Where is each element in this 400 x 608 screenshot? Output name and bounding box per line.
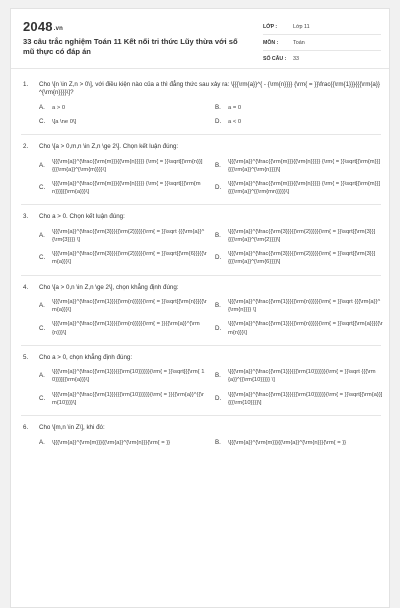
answer-option[interactable] — [39, 298, 211, 314]
option-letter: B. — [215, 438, 221, 446]
divider — [21, 134, 381, 135]
question-1 — [11, 81, 390, 126]
answer-option[interactable] — [39, 158, 211, 174]
option-letter: C. — [39, 254, 46, 262]
question-stem — [11, 284, 390, 292]
option-letter: C. — [39, 324, 46, 332]
option-letter: A. — [39, 231, 45, 239]
option-text: \[{{\rm{a}}^{\frac{{\rm{1}}}{{{\rm{10}}}}}}{\rm{ = }}\sqrt[{\rm{a}}]{{{\rm{10}}}}\] — [228, 391, 383, 406]
answer-option[interactable] — [215, 320, 387, 336]
answer-option[interactable] — [215, 368, 387, 384]
site-logo[interactable] — [23, 19, 63, 34]
divider — [21, 415, 381, 416]
question-number: 6. — [23, 424, 29, 432]
question-text: Cho \[a > 0,n \in Z,n \ge 2\], chọn khẳng định đúng: — [39, 283, 179, 291]
meta-label: LỚP : — [263, 23, 278, 30]
question-text: Cho a > 0. Chọn kết luận đúng: — [39, 213, 125, 221]
option-letter: D. — [215, 324, 222, 332]
option-letter: D. — [215, 394, 222, 402]
option-text: \[{{\rm{a}}^{\frac{{\rm{m}}}{{\rm{n}}}}} {\rm{ = }}\sqrt[{{\rm{mn}}}]{{\rm{a}}}\] — [52, 181, 201, 196]
answer-option[interactable] — [39, 118, 211, 126]
document-page — [10, 8, 390, 608]
question-stem — [11, 81, 390, 98]
answer-option[interactable] — [39, 439, 211, 447]
option-letter: B. — [215, 231, 221, 239]
option-text: \[{{\rm{a}}^{\frac{{\rm{3}}}{{\rm{2}}}}}{\rm{ = }}\sqrt[{\rm{6}}]{{\rm{a}}}\] — [52, 251, 207, 266]
option-letter: A. — [39, 161, 45, 169]
option-text: \[{{\rm{a}}^{\frac{{\rm{3}}}{{\rm{2}}}}}{\rm{ = }}\sqrt[{\rm{3}}]{{{\rm{a}}^{\rm{6}}}}\] — [228, 251, 376, 266]
question-stem — [11, 424, 390, 432]
option-text: \[{{\rm{a}}^{\frac{{\rm{1}}}{{{\rm{10}}}}}}{\rm{ = }}\sqrt {{{\rm{a}}^{{\rm{10}}}}} \] — [228, 369, 376, 384]
question-stem — [11, 213, 390, 221]
question-stem — [11, 354, 390, 362]
question-6 — [11, 424, 390, 447]
option-letter: B. — [215, 103, 221, 111]
answer-option[interactable] — [215, 228, 387, 244]
answer-options — [11, 228, 390, 267]
option-letter: B. — [215, 372, 221, 380]
document-title: 33 câu trắc nghiệm Toán 11 Kết nối tri thức Lũy thừa với số mũ thực có đáp án — [23, 37, 238, 56]
logo-text: 2048 — [23, 19, 53, 34]
option-letter: A. — [39, 438, 45, 446]
answer-options — [11, 158, 390, 197]
answer-option[interactable] — [215, 104, 387, 112]
meta-row-subject — [263, 35, 381, 51]
answer-option[interactable] — [39, 320, 211, 336]
option-letter: A. — [39, 103, 45, 111]
answer-option[interactable] — [215, 439, 387, 447]
question-text: Cho \[m,n \in Z\], khi đó: — [39, 424, 105, 432]
option-text: a = 0 — [228, 104, 242, 111]
meta-value: 33 — [293, 56, 299, 62]
answer-option[interactable] — [215, 250, 387, 266]
option-text: \[{{\rm{a}}^{\frac{{\rm{3}}}{{\rm{2}}}}}{\rm{ = }}\sqrt {{{\rm{a}}^{\rm{3}}}} \] — [52, 228, 205, 244]
divider — [21, 275, 381, 276]
option-text: \[{{\rm{a}}^{\frac{{\rm{1}}}{{\rm{n}}}}}{\rm{ = }}\sqrt[{\rm{a}}]{{\rm{n}}}\] — [228, 321, 383, 336]
question-list — [11, 81, 390, 455]
question-text: Cho \[n \in Z,n > 0\], với điều kiện nào của a thì đẳng thức sau xảy ra: \[{{\rm{a}}^{ - {\rm{n}}}} {\rm{ = }}\frac{{\rm{1}}}{{{\rm{a}}^{\rm{n}}}}\]? — [39, 81, 380, 97]
document-header — [11, 9, 389, 69]
meta-row-class — [263, 19, 381, 35]
meta-value: Lớp 11 — [293, 23, 310, 30]
option-text: \[{{\rm{a}}^{\frac{{\rm{m}}}{{\rm{n}}}}} {\rm{ = }}\sqrt[{\rm{m}}] {{{\rm{a}}^{\rm{n}}}}\] — [228, 158, 381, 173]
option-text: \[{{\rm{a}}^{\frac{{\rm{1}}}{{\rm{n}}}}}{\rm{ = }}\sqrt[{\rm{n}}]{{\rm{a}}}\] — [52, 299, 207, 314]
option-text: \[{{\rm{a}}^{\frac{{\rm{m}}}{{\rm{n}}}}} {\rm{ = }}\sqrt[{\rm{m}}] {{{\rm{a}}^{{\rm{mn}}}}}\] — [228, 181, 381, 196]
option-text: \[{{\rm{a}}^{\frac{{\rm{1}}}{{\rm{n}}}}}{\rm{ = }}\sqrt {{{\rm{a}}^{\rm{n}}}} \] — [228, 299, 381, 314]
option-text: \[{{\rm{a}}^{\frac{{\rm{3}}}{{\rm{2}}}}}{\rm{ = }}\sqrt[{\rm{3}}]{{{\rm{a}}^{\rm{2}}}}\] — [228, 228, 376, 244]
answer-option[interactable] — [215, 180, 387, 196]
answer-options — [11, 439, 390, 447]
meta-value: Toán — [293, 39, 305, 46]
option-letter: A. — [39, 302, 45, 310]
option-text: \[{{\rm{a}}^{\frac{{\rm{1}}}{{{\rm{10}}}}}}{\rm{ = }}\sqrt[{{\rm{ 10}}}]{{\rm{a}}}\] — [52, 369, 205, 384]
answer-options — [11, 298, 390, 337]
option-text: \[{{\rm{a}}^{\rm{m}}}{{\rm{a}}^{\rm{n}}}{\rm{ = }} — [228, 439, 347, 446]
answer-option[interactable] — [39, 250, 211, 266]
question-number: 1. — [23, 81, 29, 88]
option-text: \[{{\rm{a}}^{\rm{m}}}{{\rm{a}}^{\rm{n}}}{\rm{ = }} — [52, 439, 171, 446]
option-text: \[a \ne 0\] — [52, 119, 77, 126]
option-letter: C. — [39, 184, 46, 192]
answer-option[interactable] — [39, 180, 211, 196]
document-meta — [263, 19, 381, 67]
answer-option[interactable] — [39, 391, 211, 407]
answer-option[interactable] — [215, 391, 387, 407]
divider — [21, 345, 381, 346]
meta-label: MÔN : — [263, 39, 279, 46]
option-text: \[{{\rm{a}}^{\frac{{\rm{1}}}{{\rm{n}}}}}{\rm{ = }}{{\rm{a}}^{\rm{n}}}\] — [52, 321, 200, 336]
question-5 — [11, 354, 390, 407]
option-letter: D. — [215, 254, 222, 262]
answer-option[interactable] — [215, 298, 387, 314]
option-text: \[{{\rm{a}}^{\frac{{\rm{m}}}{{\rm{n}}}}} {\rm{ = }}\sqrt[{\rm{n}}] {{{\rm{a}}^{\rm{m}}}}\] — [52, 158, 203, 173]
option-letter: D. — [215, 184, 222, 192]
meta-label: SỐ CÂU : — [263, 56, 287, 62]
answer-option[interactable] — [215, 118, 387, 126]
option-letter: B. — [215, 161, 221, 169]
answer-option[interactable] — [39, 368, 211, 384]
logo-suffix: .vn — [53, 26, 64, 32]
option-letter: C. — [39, 394, 46, 402]
question-number: 3. — [23, 213, 29, 221]
question-number: 2. — [23, 143, 29, 151]
answer-option[interactable] — [215, 158, 387, 174]
question-text: Cho a > 0, chọn khẳng định đúng: — [39, 353, 133, 361]
question-number: 5. — [23, 353, 29, 361]
divider — [21, 204, 381, 205]
option-letter: A. — [39, 372, 45, 380]
answer-option[interactable] — [39, 228, 211, 244]
question-4 — [11, 284, 390, 337]
option-letter: D. — [215, 118, 222, 126]
option-letter: B. — [215, 302, 221, 310]
question-3 — [11, 213, 390, 266]
option-text: a < 0 — [228, 119, 242, 126]
answer-option[interactable] — [39, 104, 211, 112]
question-stem — [11, 143, 390, 151]
question-2 — [11, 143, 390, 196]
option-letter: C. — [39, 118, 46, 126]
option-text: \[{{\rm{a}}^{\frac{{\rm{1}}}{{{\rm{10}}}}}}{\rm{ = }}{{\rm{a}}^{{\rm{10}}}}\] — [52, 391, 204, 406]
answer-options — [11, 104, 390, 126]
question-text: Cho \[a > 0,m,n \in Z,n \ge 2\]. Chọn kết luận đúng: — [39, 143, 179, 151]
meta-row-count — [263, 51, 381, 67]
answer-options — [11, 368, 390, 407]
question-number: 4. — [23, 283, 29, 291]
option-text: a > 0 — [52, 104, 66, 111]
